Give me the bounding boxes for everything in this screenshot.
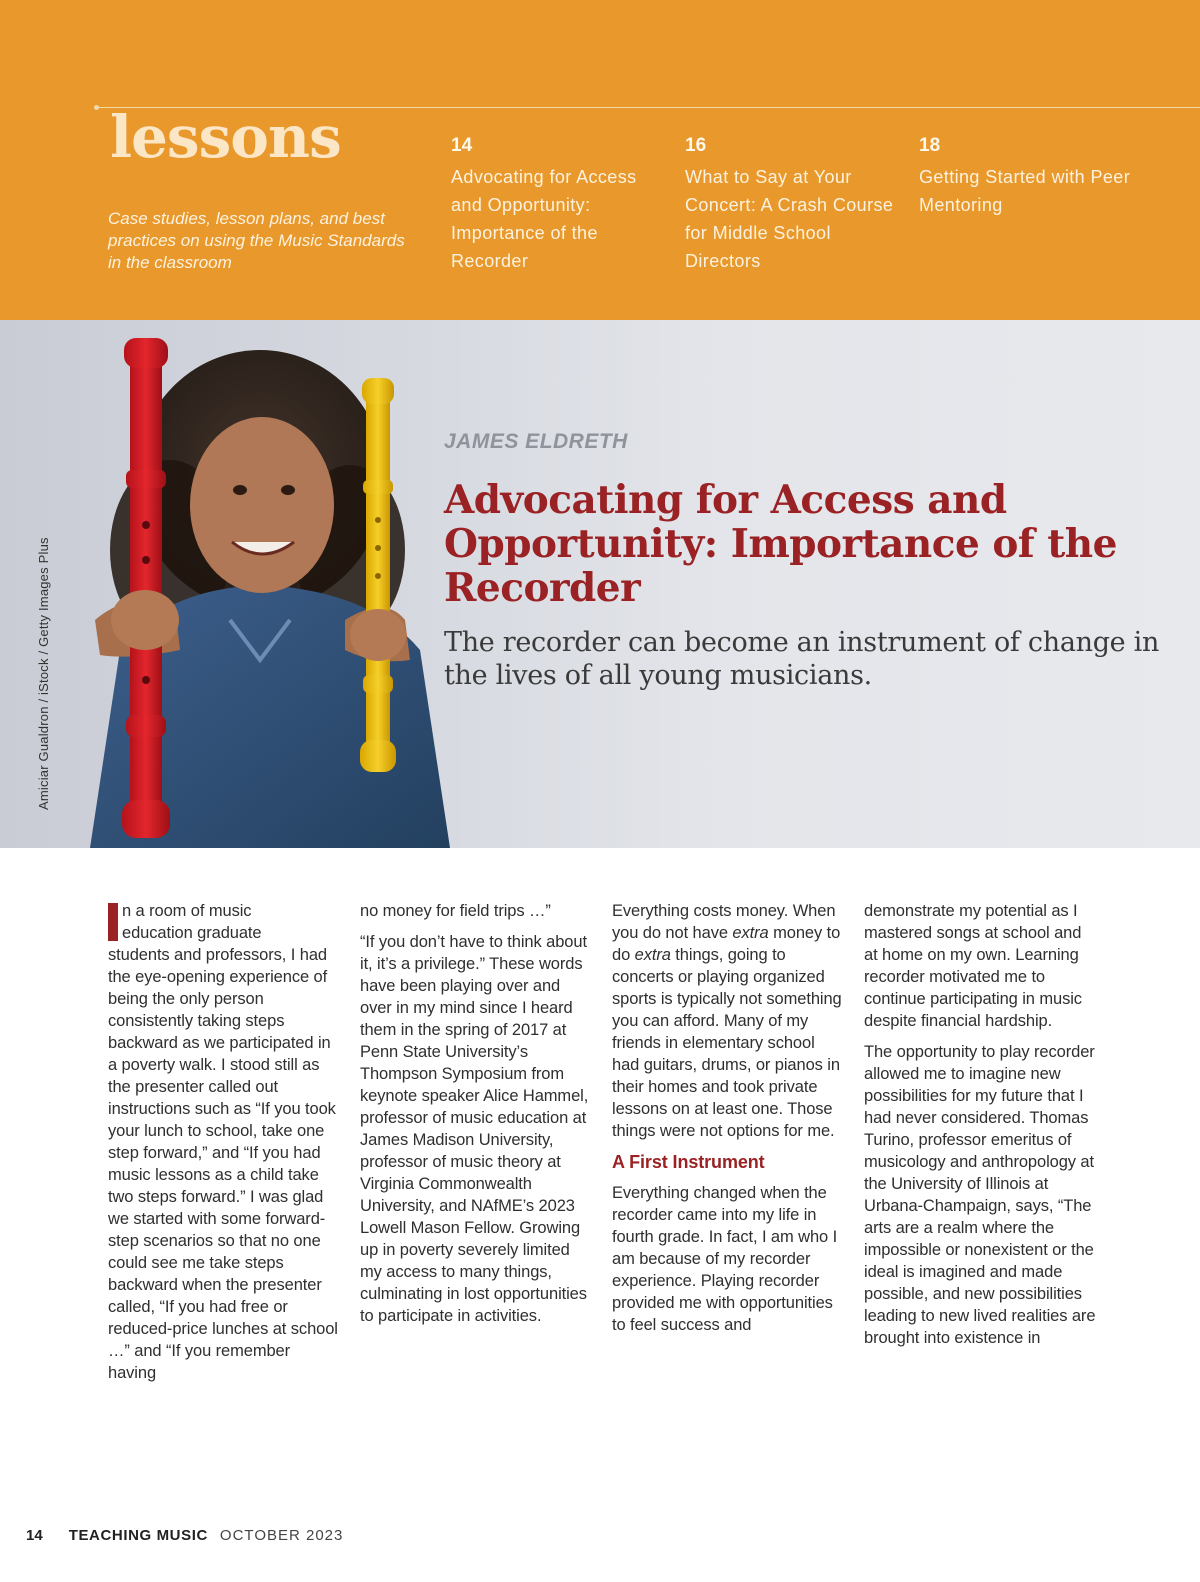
paragraph: Everything changed when the recorder came into my life in fourth grade. In fact, I am who I am because of my recorder experience. Playing recorder provided me with opportunities to feel success and [612, 1184, 838, 1334]
paragraph: no money for field trips …” [360, 902, 551, 920]
toc-item-14[interactable] [451, 135, 671, 275]
toc-title: Getting Started with Peer Mentoring [919, 167, 1131, 215]
author-byline: JAMES ELDRETH [444, 430, 628, 453]
article-column-2 [360, 900, 592, 1327]
magazine-name: TEACHING MUSIC [68, 1527, 208, 1544]
paragraph: demonstrate my potential as I mastered songs at school and at home on my own. Learning recorder motivated me to continue participating in music despite financial hardship. [864, 902, 1082, 1030]
paragraph [108, 900, 340, 1384]
text-run: Everything costs money. When you do not have [612, 902, 836, 942]
photo-credit: Amiciar Gualdron / iStock / Getty Images Plus [36, 537, 51, 810]
article-column-1 [108, 900, 340, 1384]
dropcap-line: n a room of music [122, 902, 252, 920]
paragraph [612, 900, 844, 1142]
toc-title: What to Say at Your Concert: A Crash Course for Middle School Directors [685, 167, 894, 271]
section-subhead: A First Instrument [612, 1152, 765, 1172]
section-header-band [0, 0, 1200, 320]
toc-item-16[interactable] [685, 135, 905, 275]
dropcap-line: education graduate [122, 924, 262, 942]
page-number: 14 [26, 1527, 43, 1544]
drop-cap [108, 903, 118, 941]
page-footer [26, 1527, 343, 1544]
toc-item-18[interactable] [919, 135, 1139, 219]
paragraph: The opportunity to play recorder allowed me to imagine new possibilities for my future that I had never considered. Thomas Turino, professor emeritus of musicology and anthropology at the University of Illinois at Urbana-Champaign, says, “The arts are a realm where the impossible or nonexistent or the ideal is imagined and made possible, and new possibilities leading to new lived realities are brought into existence in [864, 1043, 1096, 1347]
article-column-3 [612, 900, 844, 1336]
toc-page-number: 14 [451, 135, 473, 156]
emphasis: extra [732, 924, 769, 942]
text-run: things, going to concerts or playing organized sports is typically not something you can afford. Many of my friends in elementary school had guitars, drums, or pianos in their homes and took private lessons on at least one. Those things were not options for me. [612, 946, 842, 1140]
article-dek: The recorder can become an instrument of change in the lives of all young musicians. [444, 627, 1160, 691]
paragraph: “If you don’t have to think about it, it’s a privilege.” These words have been playing over and over in my mind since I heard them in the spring of 2017 at Penn State University’s Thompson Symposium from keynote speaker Alice Hammel, professor of music education at James Madison University, professor of music theory at Virginia Commonwealth University, and NAfME’s 2023 Lowell Mason Fellow. Growing up in poverty severely limited my access to many things, culminating in lost opportunities to participate in activities. [360, 933, 589, 1325]
issue-date: OCTOBER 2023 [219, 1527, 344, 1544]
toc-page-number: 18 [919, 135, 941, 156]
section-title: lessons [110, 103, 341, 171]
paragraph-text: students and professors, I had the eye-opening experience of being the only person consistently taking steps backward as we participated in a poverty walk. I stood still as the presenter called out instructions such as “If you took your lunch to school, take one step forward,” and “If you had music lessons as a child take two steps forward.” I was glad we started with some forward-step scenarios so that no one could see me take steps backward when the presenter called, “If you had free or reduced-price lunches at school …” and “If you remember having [108, 946, 338, 1382]
section-description: Case studies, lesson plans, and best practices on using the Music Standards in the classroom [108, 209, 405, 272]
emphasis: extra [634, 946, 671, 964]
toc-title: Advocating for Access and Opportunity: Importance of the Recorder [451, 167, 637, 271]
article-column-4 [864, 900, 1096, 1349]
toc-page-number: 16 [685, 135, 707, 156]
child-holding-recorders-photo [0, 320, 520, 848]
text-run: money to do [612, 924, 841, 964]
article-headline: Advocating for Access and Opportunity: Importance of the Recorder [444, 477, 1117, 611]
